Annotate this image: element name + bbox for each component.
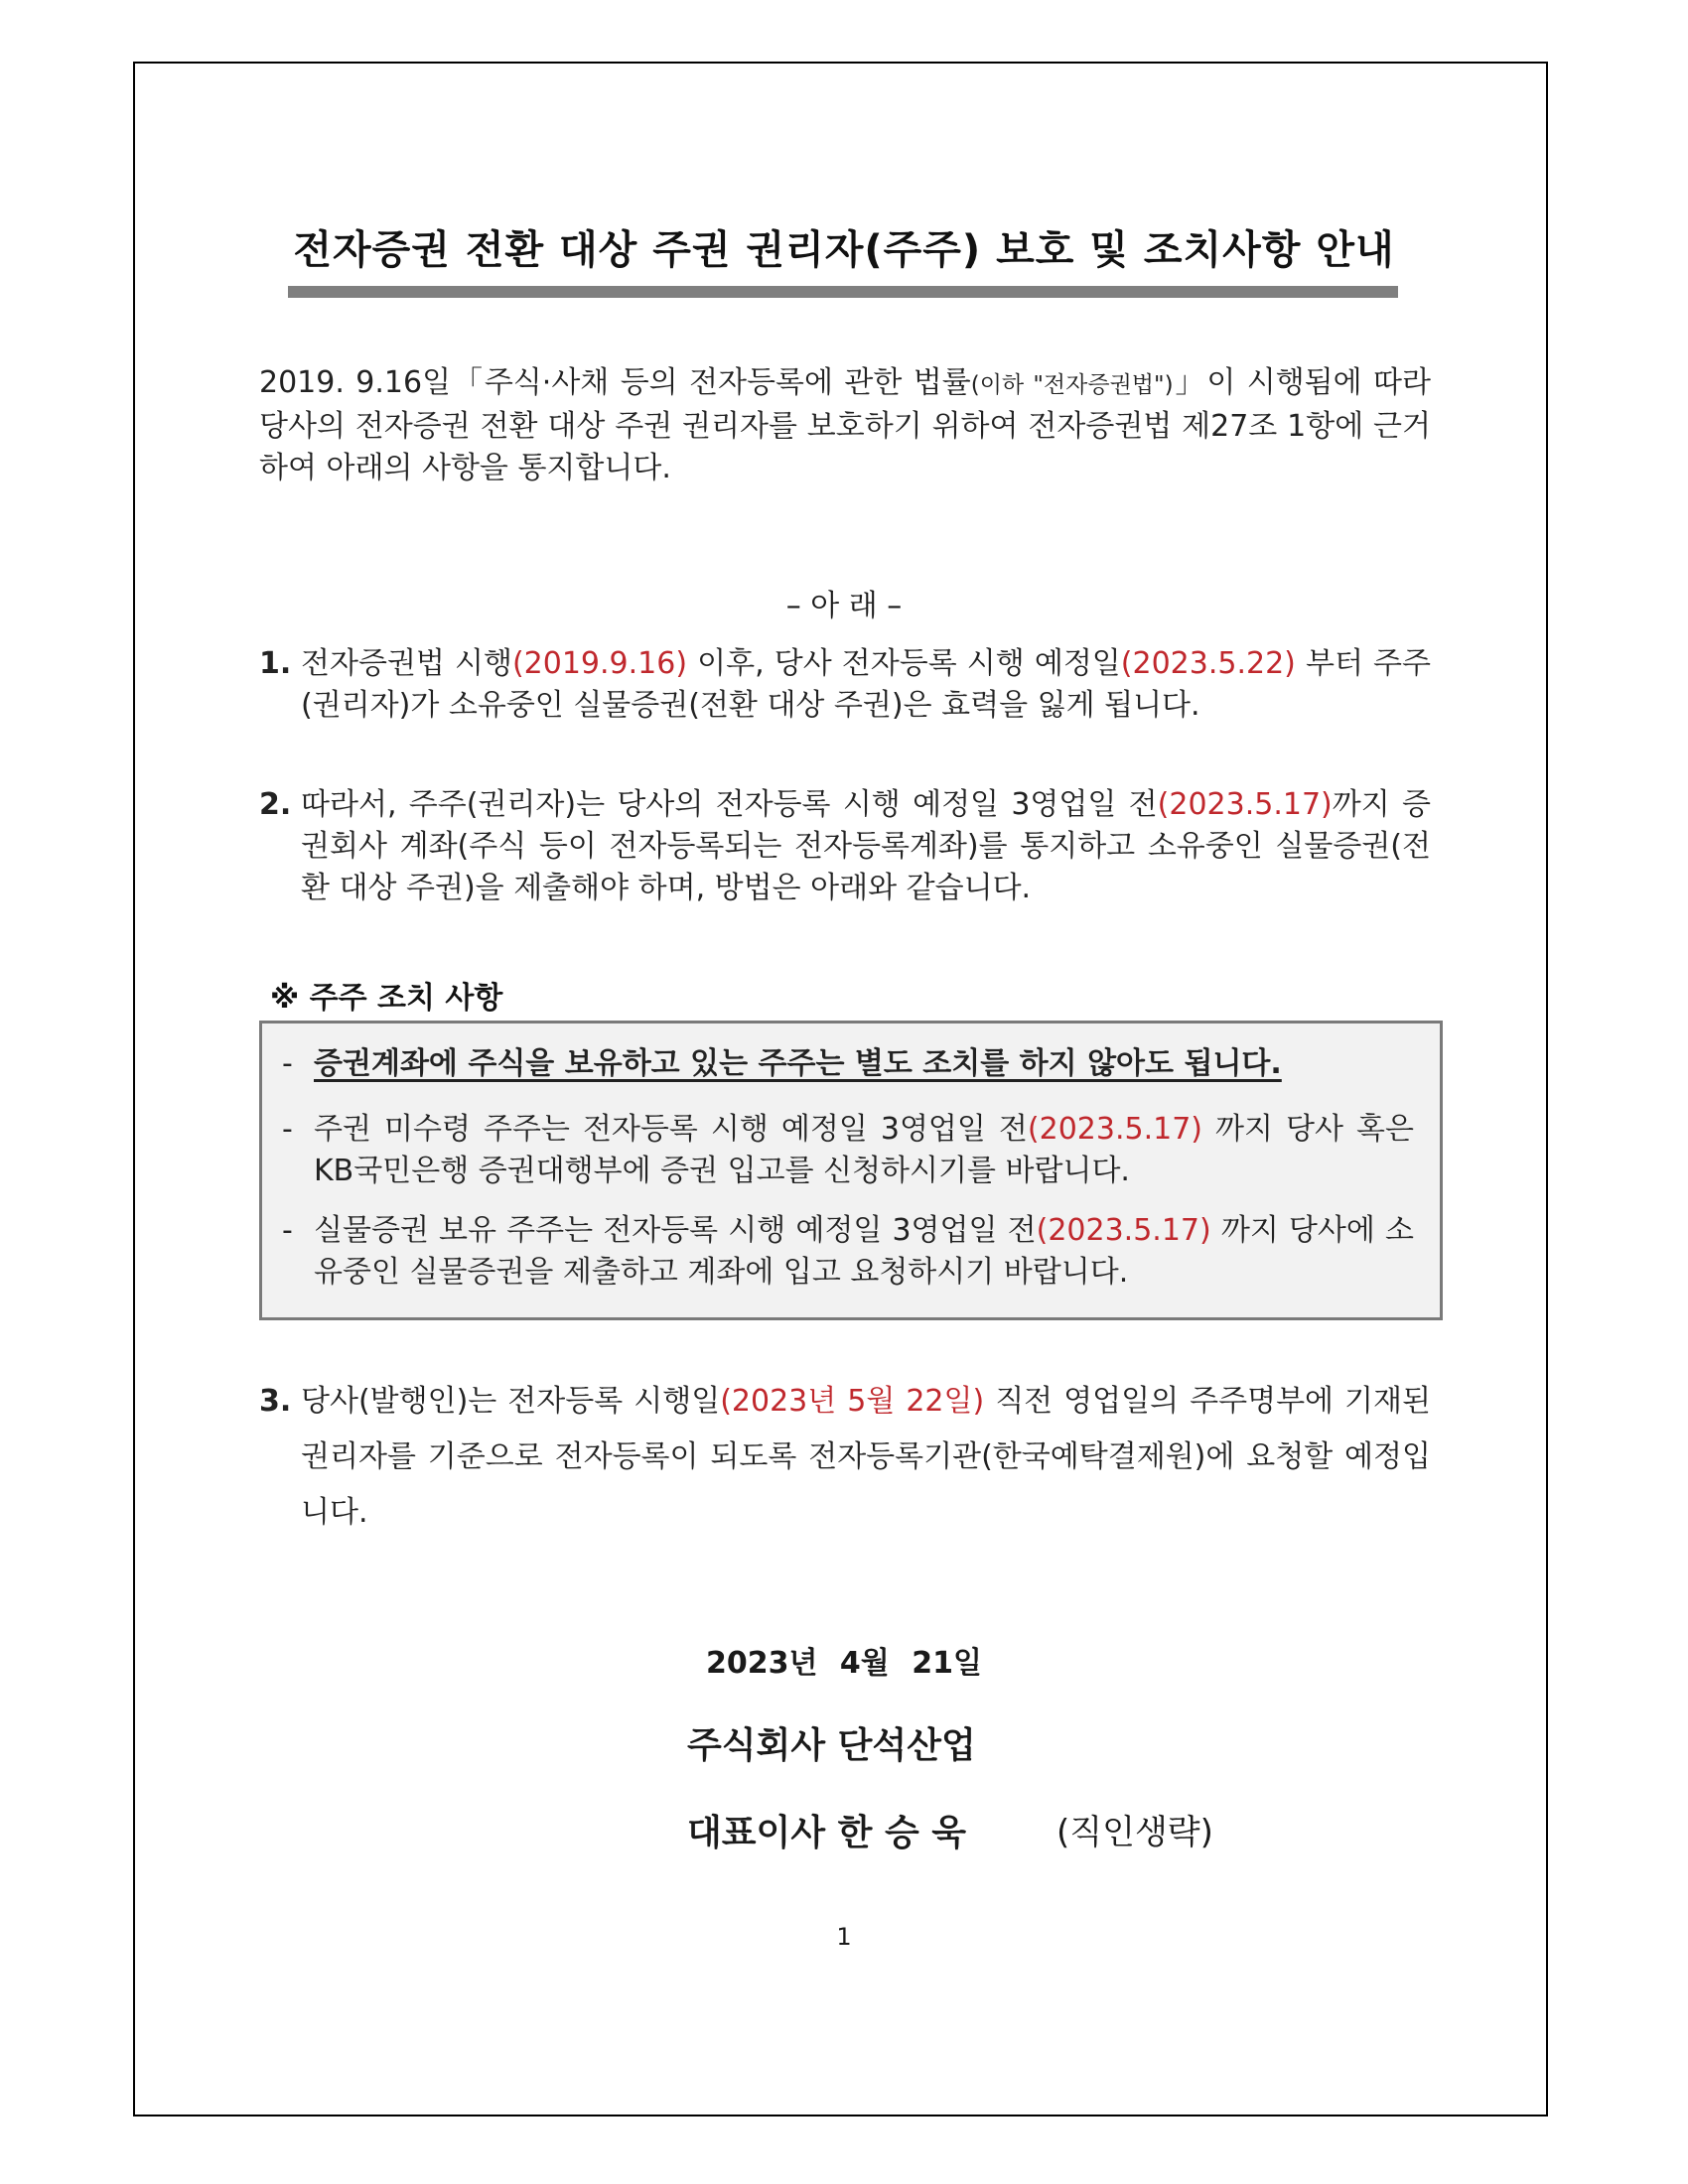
- item-text-part: 부터 주주(권리자)가 소유중인 실물증권(전환 대상 주권)은 효력을 잃게 됩니다.: [301, 646, 1431, 723]
- item-text-part: 까지 증권회사 계좌(주식 등이 전자등록되는 전자등록계좌)를 통지하고 소유중인 실물증권(전환 대상 주권)을 제출해야 하며, 방법은 아래와 같습니다.: [301, 787, 1431, 905]
- item-2: [259, 784, 1431, 909]
- item-text-part: 이후, 당사 전자등록 시행 예정일: [687, 646, 1121, 681]
- intro-paragraph: [259, 362, 1431, 489]
- red-date: (2019.9.16): [511, 646, 688, 681]
- item-1: [259, 643, 1431, 727]
- seal-omitted-note: (직인생략): [1056, 1813, 1213, 1852]
- item-text: [301, 1374, 1431, 1541]
- item-text-part: 직전 영업일의 주주명부에 기재된 권리자를 기준으로 전자등록이 되도록 전자등록기관(한국예탁결제원)에 요청할 예정입니다.: [301, 1384, 1431, 1530]
- red-date: (2023.5.22): [1120, 646, 1296, 681]
- title-underline-bar: [288, 286, 1398, 298]
- intro-law-abbreviation: (이하 "전자증권법"): [970, 372, 1174, 398]
- item-text: [301, 784, 1431, 909]
- box-line-2: [282, 1109, 1414, 1192]
- item-text-part: 당사(발행인)는 전자등록 시행일: [301, 1384, 721, 1419]
- red-date: (2023.5.17): [1027, 1112, 1203, 1147]
- document-date: 2023년 4월 21일: [706, 1646, 982, 1681]
- dash-bullet: -: [282, 1046, 293, 1081]
- item-number: 2.: [259, 787, 292, 822]
- shareholder-actions-heading: ※ 주주 조치 사항: [270, 981, 503, 1016]
- ceo-name: 대표이사 한 승 욱: [687, 1813, 967, 1853]
- item-number: 1.: [259, 646, 292, 681]
- box-line-text: [314, 1210, 1414, 1294]
- item-text-part: 전자증권법 시행: [301, 646, 512, 681]
- page-number: 1: [836, 1923, 852, 1951]
- company-name: 주식회사 단석산업: [687, 1725, 976, 1766]
- item-3: [259, 1374, 1431, 1541]
- red-date: (2023.5.17): [1036, 1213, 1211, 1248]
- emphasized-notice: 증권계좌에 주식을 보유하고 있는 주주는 별도 조치를 하지 않아도 됩니다.: [314, 1046, 1282, 1081]
- intro-text-2: 」이 시행됨에 따라 당사의 전자증권 전환 대상 주권 권리자를 보호하기 위하여 전자증권법 제27조 1항에 근거하여 아래의 사항을 통지합니다.: [259, 365, 1432, 485]
- box-line-text: [314, 1109, 1414, 1192]
- box-line-1: [282, 1043, 1414, 1085]
- item-text: [301, 643, 1431, 727]
- box-text-part: 까지 당사 혹은 KB국민은행 증권대행부에 증권 입고를 신청하시기를 바랍니다.: [314, 1112, 1414, 1188]
- item-text-part: 따라서, 주주(권리자)는 당사의 전자등록 시행 예정일 3영업일 전: [301, 787, 1158, 822]
- document-title: 전자증권 전환 대상 주권 권리자(주주) 보호 및 조치사항 안내: [293, 227, 1395, 273]
- item-number: 3.: [259, 1384, 292, 1419]
- shareholder-actions-box: [259, 1021, 1443, 1320]
- intro-text-1: 2019. 9.16일「주식·사채 등의 전자등록에 관한 법률: [259, 365, 971, 400]
- dash-bullet: -: [282, 1112, 293, 1147]
- red-date: (2023.5.17): [1157, 787, 1333, 822]
- box-line-text: [314, 1043, 1414, 1085]
- below-heading: – 아 래 –: [785, 589, 903, 623]
- red-date: (2023년 5월 22일): [720, 1384, 985, 1419]
- box-line-3: [282, 1210, 1414, 1294]
- box-text-part: 까지 당사에 소유중인 실물증권을 제출하고 계좌에 입고 요청하시기 바랍니다.: [314, 1213, 1414, 1290]
- dash-bullet: -: [282, 1213, 293, 1248]
- box-text-part: 실물증권 보유 주주는 전자등록 시행 예정일 3영업일 전: [314, 1213, 1037, 1248]
- box-text-part: 주권 미수령 주주는 전자등록 시행 예정일 3영업일 전: [314, 1112, 1028, 1147]
